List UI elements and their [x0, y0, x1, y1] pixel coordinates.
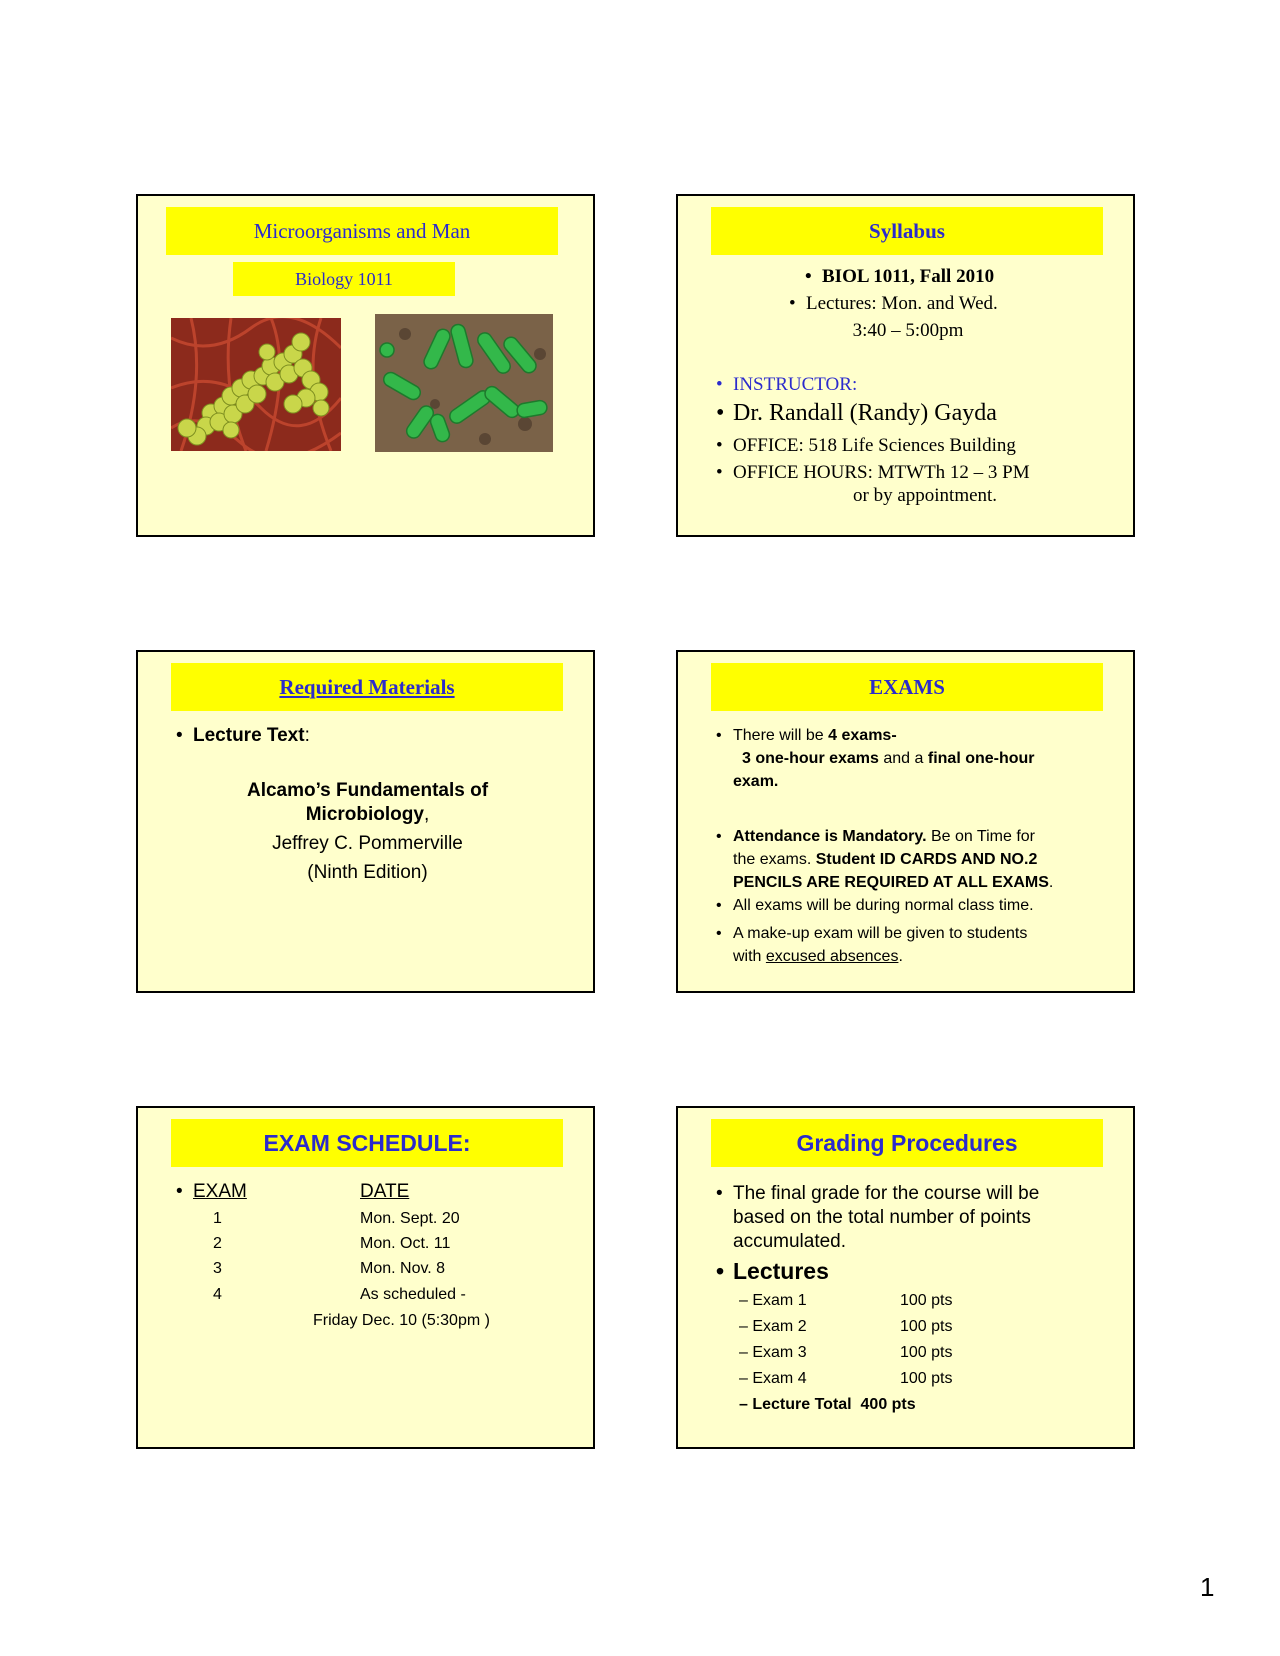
final-exam-note: Friday Dec. 10 (5:30pm ) [313, 1312, 490, 1329]
makeup-exam-bullet: • A make-up exam will be given to students with excused absences. [733, 922, 1123, 968]
slide-title: Grading Procedures [711, 1119, 1103, 1167]
slide-microorganisms-and-man [136, 194, 595, 537]
lecture-days: • Lectures: Mon. and Wed. [806, 293, 998, 315]
schedule-row-date: Mon. Nov. 8 [360, 1260, 446, 1277]
office-hours: • OFFICE HOURS: MTWTh 12 – 3 PM [733, 462, 1030, 484]
grading-intro: • The final grade for the course will be based on the total number of points accumulated. [733, 1182, 1123, 1254]
schedule-row: 1 [213, 1210, 222, 1227]
lecture-total: – Lecture Total 400 pts [739, 1396, 916, 1413]
lecture-text-label: • Lecture Text: [193, 725, 310, 747]
instructor-name: • Dr. Randall (Randy) Gayda [733, 400, 997, 427]
appointment-note: or by appointment. [853, 485, 998, 506]
grade-item-points: 100 pts [900, 1344, 953, 1361]
grade-item: – Exam 4 [739, 1370, 807, 1387]
schedule-row-date: As scheduled - [360, 1286, 466, 1303]
schedule-row-date: Mon. Oct. 11 [360, 1235, 451, 1252]
office-location: • OFFICE: 518 Life Sciences Building [733, 435, 1016, 457]
bacteria-cluster-image [171, 318, 341, 451]
schedule-row-date: Mon. Sept. 20 [360, 1210, 460, 1227]
instructor-label: • INSTRUCTOR: [733, 374, 857, 396]
slide-subtitle: Biology 1011 [233, 262, 455, 296]
schedule-row: 4 [213, 1286, 222, 1303]
grade-item-points: 100 pts [900, 1292, 953, 1309]
column-header-exam: • EXAM [193, 1181, 247, 1203]
slide-title: EXAM SCHEDULE: [171, 1119, 563, 1167]
schedule-row: 3 [213, 1260, 222, 1277]
grade-item: – Exam 2 [739, 1318, 807, 1335]
exam-count-bullet: • There will be 4 exams- 3 one-hour exams and a final one-hour exam. [733, 724, 1113, 793]
grade-item-points: 100 pts [900, 1318, 953, 1335]
grade-item: – Exam 1 [739, 1292, 807, 1309]
course-info: • BIOL 1011, Fall 2010 [822, 266, 994, 288]
normal-class-time-bullet: • All exams will be during normal class time. [733, 897, 1034, 915]
column-header-date: DATE [360, 1181, 410, 1202]
schedule-row: 2 [213, 1235, 222, 1252]
slide-syllabus [676, 194, 1135, 537]
attendance-bullet: • Attendance is Mandatory. Be on Time for the exams. Student ID CARDS AND NO.2 PENCILS ARE REQUIRED AT ALL EXAMS. [733, 825, 1123, 894]
grade-item-points: 100 pts [900, 1370, 953, 1387]
textbook-author: Jeffrey C. Pommerville [272, 833, 463, 854]
slide-title: EXAMS [711, 663, 1103, 711]
slide-title: Syllabus [711, 207, 1103, 255]
grade-item: – Exam 3 [739, 1344, 807, 1361]
slide-title: Required Materials [171, 663, 563, 711]
slide-grading-procedures [676, 1106, 1135, 1449]
lecture-time: 3:40 – 5:00pm [852, 320, 964, 341]
slide-required-materials [136, 650, 595, 993]
textbook-title: Alcamo’s Fundamentals of Microbiology, [246, 780, 489, 825]
slide-exam-schedule [136, 1106, 595, 1449]
slide-title: Microorganisms and Man [166, 207, 558, 255]
slide-exams [676, 650, 1135, 993]
rod-bacteria-image [375, 314, 553, 452]
page-number: 1 [1200, 1572, 1215, 1602]
textbook-edition: (Ninth Edition) [307, 862, 428, 883]
lectures-heading: • Lectures [733, 1258, 829, 1285]
